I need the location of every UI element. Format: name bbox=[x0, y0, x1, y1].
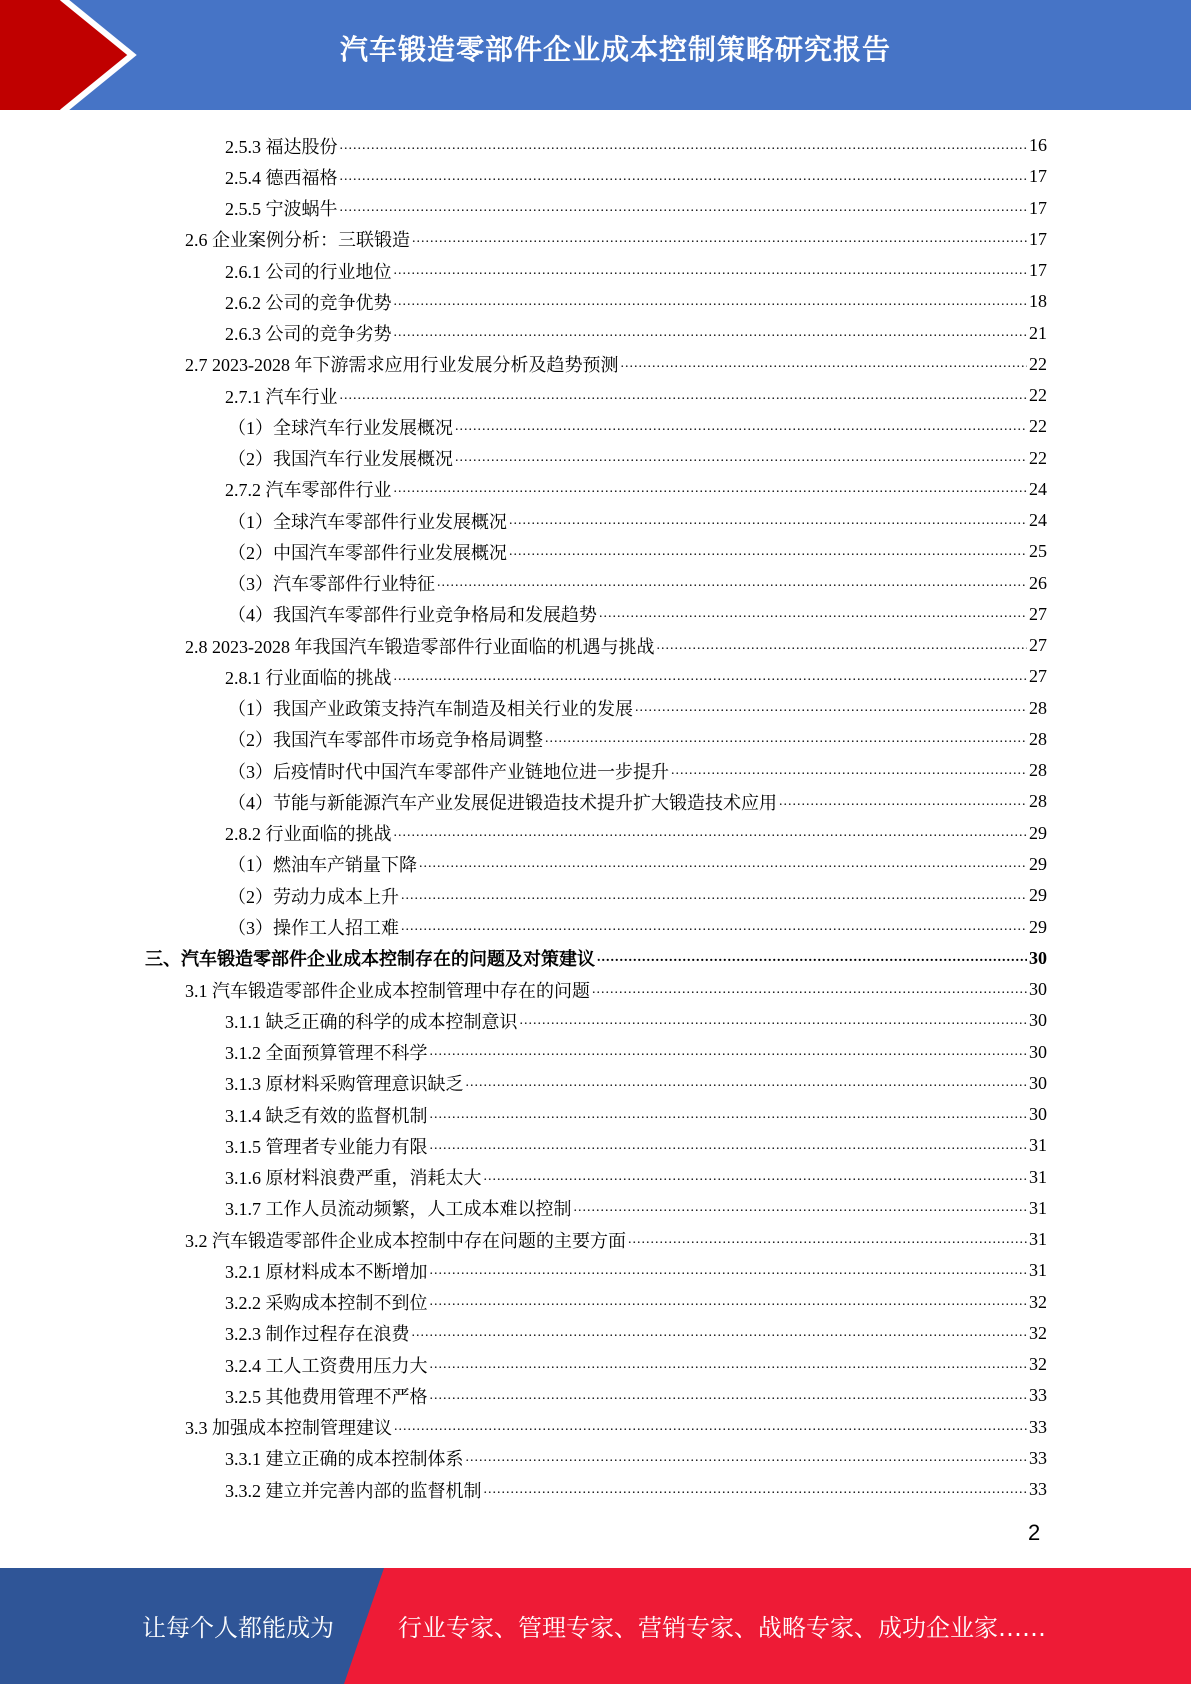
toc-entry-label: （1）我国产业政策支持汽车制造及相关行业的发展 bbox=[228, 699, 633, 720]
toc-entry-page: 24 bbox=[1029, 510, 1047, 531]
toc-leader-dots bbox=[592, 982, 1027, 998]
toc-entry[interactable] bbox=[225, 1474, 1047, 1505]
toc-entry[interactable] bbox=[225, 1349, 1047, 1380]
toc-entry-page: 22 bbox=[1029, 353, 1047, 374]
toc-entry-label: 2.6.1 公司的行业地位 bbox=[225, 261, 392, 282]
toc-entry-page: 27 bbox=[1029, 603, 1047, 624]
toc-entry[interactable] bbox=[228, 849, 1047, 880]
toc-leader-dots bbox=[419, 856, 1027, 872]
toc-entry-page: 30 bbox=[1029, 1072, 1047, 1093]
toc-entry-page: 18 bbox=[1029, 291, 1047, 312]
toc-leader-dots bbox=[437, 575, 1027, 591]
toc-entry-label: 3.1.5 管理者专业能力有限 bbox=[225, 1136, 428, 1157]
toc-entry-label: 2.8.2 行业面临的挑战 bbox=[225, 824, 392, 845]
toc-entry[interactable] bbox=[225, 1287, 1047, 1318]
toc-entry-page: 32 bbox=[1029, 1322, 1047, 1343]
toc-entry[interactable] bbox=[228, 693, 1047, 724]
toc-entry-label: 三、汽车锻造零部件企业成本控制存在的问题及对策建议 bbox=[145, 949, 595, 970]
toc-entry[interactable] bbox=[225, 130, 1047, 161]
toc-leader-dots bbox=[657, 638, 1028, 654]
page-footer bbox=[0, 1568, 1191, 1684]
toc-entry[interactable] bbox=[225, 1099, 1047, 1130]
toc-entry-page: 22 bbox=[1029, 447, 1047, 468]
toc-entry-page: 22 bbox=[1029, 416, 1047, 437]
toc-leader-dots bbox=[455, 450, 1027, 466]
toc-leader-dots bbox=[430, 1388, 1028, 1404]
toc-entry-page: 25 bbox=[1029, 541, 1047, 562]
toc-entry-label: （1）全球汽车行业发展概况 bbox=[228, 417, 453, 438]
toc-leader-dots bbox=[430, 1138, 1028, 1154]
toc-entry-label: （2）我国汽车零部件市场竞争格局调整 bbox=[228, 730, 543, 751]
toc-leader-dots bbox=[394, 1419, 1027, 1435]
toc-leader-dots bbox=[484, 1482, 1028, 1498]
toc-entry-page: 32 bbox=[1029, 1354, 1047, 1375]
toc-entry[interactable] bbox=[228, 536, 1047, 567]
toc-entry-label: 2.7.1 汽车行业 bbox=[225, 386, 338, 407]
toc-entry-page: 16 bbox=[1029, 135, 1047, 155]
toc-entry[interactable] bbox=[225, 286, 1047, 317]
toc-entry-page: 28 bbox=[1029, 760, 1047, 781]
toc-entry-page: 30 bbox=[1029, 979, 1047, 1000]
toc-entry-page: 17 bbox=[1029, 166, 1047, 187]
toc-entry[interactable] bbox=[225, 1130, 1047, 1161]
toc-entry-page: 30 bbox=[1029, 1010, 1047, 1031]
toc-leader-dots bbox=[597, 950, 1027, 966]
toc-leader-dots bbox=[394, 825, 1028, 841]
toc-entry-label: （2）中国汽车零部件行业发展概况 bbox=[228, 542, 507, 563]
toc-leader-dots bbox=[430, 1044, 1028, 1060]
toc-leader-dots bbox=[509, 513, 1027, 529]
toc-entry[interactable] bbox=[228, 724, 1047, 755]
toc-entry[interactable] bbox=[228, 443, 1047, 474]
toc-entry-label: 2.6.2 公司的竞争优势 bbox=[225, 292, 392, 313]
toc-entry-page: 17 bbox=[1029, 260, 1047, 281]
toc-entry[interactable] bbox=[185, 224, 1047, 255]
toc-entry-page: 30 bbox=[1029, 947, 1047, 968]
toc-entry-label: 3.1.3 原材料采购管理意识缺乏 bbox=[225, 1074, 464, 1095]
toc-entry[interactable] bbox=[228, 880, 1047, 911]
toc-leader-dots bbox=[412, 1325, 1028, 1341]
toc-leader-dots bbox=[671, 763, 1027, 779]
toc-entry-label: （3）汽车零部件行业特征 bbox=[228, 574, 435, 595]
toc-entry-page: 29 bbox=[1029, 822, 1047, 843]
toc-leader-dots bbox=[455, 419, 1027, 435]
toc-entry-label: （4）节能与新能源汽车产业发展促进锻造技术提升扩大锻造技术应用 bbox=[228, 792, 777, 813]
toc-entry[interactable] bbox=[225, 1318, 1047, 1349]
toc-entry-page: 31 bbox=[1029, 1229, 1047, 1250]
toc-entry-label: （1）燃油车产销量下降 bbox=[228, 855, 417, 876]
toc-entry[interactable] bbox=[228, 568, 1047, 599]
toc-entry[interactable] bbox=[225, 1068, 1047, 1099]
toc-entry-page: 29 bbox=[1029, 885, 1047, 906]
toc-entry[interactable] bbox=[225, 818, 1047, 849]
toc-leader-dots bbox=[520, 1013, 1028, 1029]
toc-entry-page: 27 bbox=[1029, 666, 1047, 687]
footer-slogan-right: 行业专家、管理专家、营销专家、战略专家、成功企业家…… bbox=[398, 1614, 1046, 1642]
toc-entry-label: 2.6.3 公司的竞争劣势 bbox=[225, 324, 392, 345]
toc-entry-label: 3.2.1 原材料成本不断增加 bbox=[225, 1261, 428, 1282]
toc-leader-dots bbox=[621, 356, 1028, 372]
toc-entry-label: 2.5.4 德西福格 bbox=[225, 167, 338, 188]
toc-entry-label: 2.8.1 行业面临的挑战 bbox=[225, 667, 392, 688]
toc-entry-label: 2.5.5 宁波蜗牛 bbox=[225, 199, 338, 220]
toc-entry[interactable] bbox=[185, 1412, 1047, 1443]
toc-entry-label: （4）我国汽车零部件行业竞争格局和发展趋势 bbox=[228, 605, 597, 626]
toc-entry-label: 2.6 企业案例分析：三联锻造 bbox=[185, 230, 410, 251]
page-number: 2 bbox=[1028, 1520, 1041, 1545]
toc-entry-label: 2.7.2 汽车零部件行业 bbox=[225, 480, 392, 501]
toc-entry[interactable] bbox=[225, 1380, 1047, 1411]
toc-leader-dots bbox=[545, 731, 1027, 747]
toc-entry-page: 28 bbox=[1029, 728, 1047, 749]
toc-leader-dots bbox=[635, 700, 1027, 716]
toc-entry-page: 30 bbox=[1029, 1041, 1047, 1062]
toc-entry[interactable] bbox=[225, 1255, 1047, 1286]
toc-entry-label: 3.1.7 工作人员流动频繁，人工成本难以控制 bbox=[225, 1199, 572, 1220]
toc-entry[interactable] bbox=[185, 1224, 1047, 1255]
toc-leader-dots bbox=[430, 1357, 1028, 1373]
toc-leader-dots bbox=[599, 606, 1027, 622]
toc-entry-label: 3.1.2 全面预算管理不科学 bbox=[225, 1043, 428, 1064]
toc-entry[interactable] bbox=[225, 193, 1047, 224]
toc-entry[interactable] bbox=[225, 474, 1047, 505]
toc-leader-dots bbox=[340, 388, 1028, 404]
toc-leader-dots bbox=[509, 544, 1027, 560]
toc-entry[interactable] bbox=[225, 318, 1047, 349]
toc-leader-dots bbox=[484, 1169, 1028, 1185]
toc-entry-page: 22 bbox=[1029, 385, 1047, 406]
toc-entry-page: 31 bbox=[1029, 1166, 1047, 1187]
toc-leader-dots bbox=[430, 1294, 1028, 1310]
toc-entry[interactable] bbox=[225, 161, 1047, 192]
toc-leader-dots bbox=[394, 669, 1028, 685]
toc-entry-label: 3.1.4 缺乏有效的监督机制 bbox=[225, 1105, 428, 1126]
toc-entry-page: 31 bbox=[1029, 1135, 1047, 1156]
toc-leader-dots bbox=[430, 1107, 1028, 1123]
toc-entry[interactable] bbox=[228, 912, 1047, 943]
toc-entry-page: 26 bbox=[1029, 572, 1047, 593]
toc-entry-page: 28 bbox=[1029, 791, 1047, 812]
toc-entry-page: 33 bbox=[1029, 1385, 1047, 1406]
toc-leader-dots bbox=[340, 200, 1028, 216]
toc-entry[interactable] bbox=[185, 630, 1047, 661]
toc-leader-dots bbox=[394, 481, 1028, 497]
toc-entry[interactable] bbox=[225, 1193, 1047, 1224]
report-title: 汽车锻造零部件企业成本控制策略研究报告 bbox=[339, 33, 891, 66]
toc-entry[interactable] bbox=[225, 1162, 1047, 1193]
toc-entry-label: 3.3.2 建立并完善内部的监督机制 bbox=[225, 1480, 482, 1501]
toc-leader-dots bbox=[628, 1232, 1027, 1248]
page-header bbox=[0, 0, 1191, 110]
toc-entry-page: 30 bbox=[1029, 1104, 1047, 1125]
toc-leader-dots bbox=[574, 1200, 1028, 1216]
toc-entry[interactable] bbox=[228, 505, 1047, 536]
toc-entry-label: 2.8 2023-2028 年我国汽车锻造零部件行业面临的机遇与挑战 bbox=[185, 636, 655, 657]
toc-entry-page: 17 bbox=[1029, 197, 1047, 218]
toc-leader-dots bbox=[401, 919, 1027, 935]
toc-leader-dots bbox=[401, 888, 1027, 904]
toc-entry[interactable] bbox=[228, 755, 1047, 786]
toc-entry[interactable] bbox=[228, 786, 1047, 817]
toc-entry-label: 3.1.1 缺乏正确的科学的成本控制意识 bbox=[225, 1011, 518, 1032]
toc-entry-page: 31 bbox=[1029, 1260, 1047, 1281]
toc-entry-page: 24 bbox=[1029, 478, 1047, 499]
toc-entry[interactable] bbox=[228, 411, 1047, 442]
toc-entry-label: （3）操作工人招工难 bbox=[228, 918, 399, 938]
toc-leader-dots bbox=[394, 294, 1028, 310]
toc-entry-page: 33 bbox=[1029, 1479, 1047, 1500]
toc-leader-dots bbox=[466, 1075, 1028, 1091]
toc-entry[interactable] bbox=[185, 974, 1047, 1005]
toc-entry-label: 3.2.4 工人工资费用压力大 bbox=[225, 1355, 428, 1376]
toc-entry-label: 3.2.3 制作过程存在浪费 bbox=[225, 1324, 410, 1345]
toc-entry-label: 3.2 汽车锻造零部件企业成本控制中存在问题的主要方面 bbox=[185, 1230, 626, 1251]
toc-entry-label: 3.3 加强成本控制管理建议 bbox=[185, 1418, 392, 1439]
footer-slogan-left: 让每个人都能成为 bbox=[142, 1614, 334, 1642]
toc-entry-label: 3.1.6 原材料浪费严重，消耗太大 bbox=[225, 1168, 482, 1189]
toc-entry[interactable] bbox=[225, 1443, 1047, 1474]
toc-entry-label: 2.7 2023-2028 年下游需求应用行业发展分析及趋势预测 bbox=[185, 355, 619, 376]
toc-leader-dots bbox=[394, 263, 1028, 279]
toc-entry-page: 28 bbox=[1029, 697, 1047, 718]
toc-leader-dots bbox=[340, 138, 1028, 154]
toc-entry-page: 31 bbox=[1029, 1197, 1047, 1218]
toc-entry-page: 21 bbox=[1029, 322, 1047, 343]
toc-leader-dots bbox=[430, 1263, 1028, 1279]
toc-entry[interactable] bbox=[225, 661, 1047, 692]
toc-entry-label: 3.3.1 建立正确的成本控制体系 bbox=[225, 1449, 464, 1470]
toc-entry-page: 29 bbox=[1029, 853, 1047, 874]
toc-entry[interactable] bbox=[185, 349, 1047, 380]
toc-entry-page: 17 bbox=[1029, 228, 1047, 249]
toc-entry-page: 33 bbox=[1029, 1416, 1047, 1437]
toc-leader-dots bbox=[340, 169, 1028, 185]
toc-entry-label: （2）劳动力成本上升 bbox=[228, 886, 399, 907]
toc-entry-label: （3）后疫情时代中国汽车零部件产业链地位进一步提升 bbox=[228, 761, 669, 782]
toc-entry[interactable] bbox=[225, 255, 1047, 286]
toc-entry[interactable] bbox=[225, 1005, 1047, 1036]
toc-leader-dots bbox=[394, 325, 1028, 341]
toc-entry-page: 32 bbox=[1029, 1291, 1047, 1312]
toc-entry-page: 33 bbox=[1029, 1447, 1047, 1468]
toc-entry[interactable] bbox=[225, 380, 1047, 411]
toc-entry[interactable] bbox=[228, 599, 1047, 630]
toc-leader-dots bbox=[466, 1450, 1028, 1466]
toc-entry[interactable] bbox=[145, 943, 1047, 974]
toc-entry-label: （2）我国汽车行业发展概况 bbox=[228, 449, 453, 470]
toc-entry-label: 3.2.5 其他费用管理不严格 bbox=[225, 1386, 428, 1407]
toc-leader-dots bbox=[779, 794, 1027, 810]
toc-entry-label: 3.1 汽车锻造零部件企业成本控制管理中存在的问题 bbox=[185, 980, 590, 1001]
toc-entry-label: （1）全球汽车零部件行业发展概况 bbox=[228, 511, 507, 532]
toc-entry-label: 2.5.3 福达股份 bbox=[225, 136, 338, 157]
toc-entry-label: 3.2.2 采购成本控制不到位 bbox=[225, 1293, 428, 1314]
toc-leader-dots bbox=[412, 231, 1027, 247]
toc-entry-page: 27 bbox=[1029, 635, 1047, 656]
toc-entry[interactable] bbox=[225, 1037, 1047, 1068]
toc-entry-page: 29 bbox=[1029, 916, 1047, 937]
